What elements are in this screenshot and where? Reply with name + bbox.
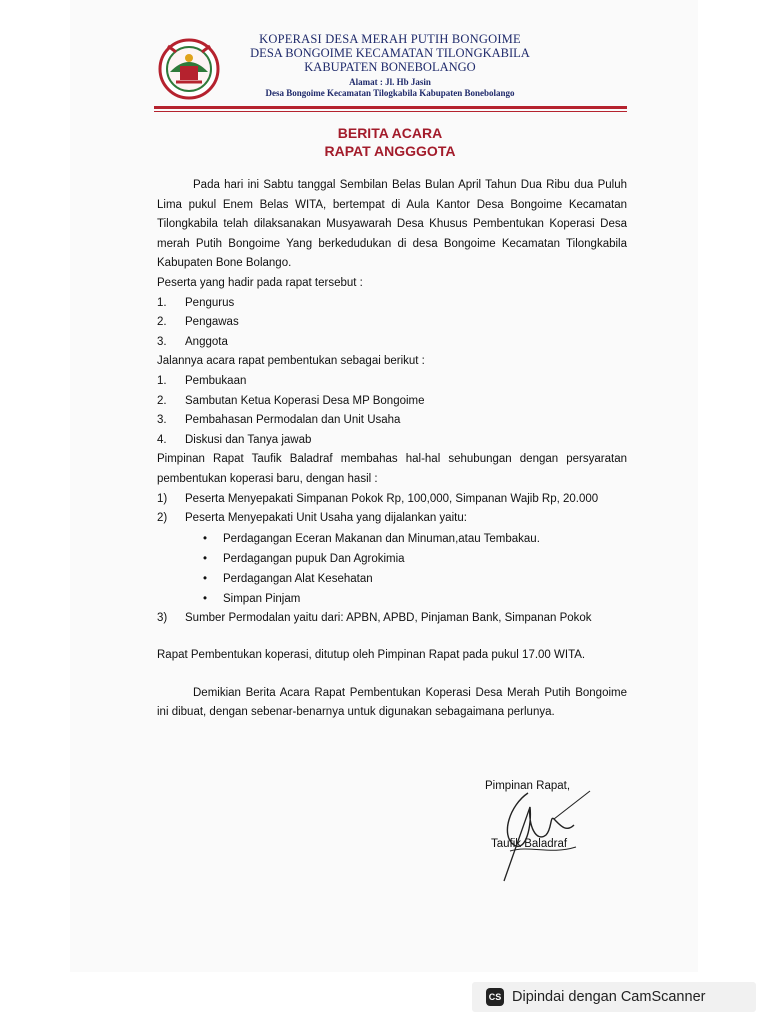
bullet-icon: •: [203, 592, 208, 605]
letterhead-regency: KABUPATEN BONEBOLANGO: [304, 60, 476, 74]
bullet-text: Perdagangan Alat Kesehatan: [223, 572, 373, 585]
list-item: [157, 392, 627, 412]
list-text: Anggota: [185, 335, 228, 348]
bullet-text: Simpan Pinjam: [223, 592, 301, 605]
list-item: [157, 431, 627, 451]
camscanner-badge: [472, 982, 756, 1012]
result-item: [157, 609, 627, 629]
list-item: [157, 294, 627, 314]
agenda-intro: Jalannya acara rapat pembentukan sebagai berikut :: [157, 355, 425, 368]
result-text: Peserta Menyepakati Simpanan Pokok Rp, 100,000, Simpanan Wajib Rp, 20.000: [185, 492, 599, 505]
discussion-paragraph: Pimpinan Rapat Taufik Baladraf membahas hal-hal sehubungan dengan persyaratan pembentukan koperasi baru, dengan hasil :: [157, 453, 627, 485]
result-number: 2): [157, 512, 168, 525]
letterhead-address: Alamat : Jl. Hb Jasin: [349, 77, 431, 87]
bullet-icon: •: [203, 552, 208, 565]
signature-role: Pimpinan Rapat,: [485, 780, 571, 792]
list-item: [157, 333, 627, 353]
letterhead-rule-thin: [154, 111, 627, 112]
title-line-1: BERITA ACARA: [337, 125, 443, 141]
signature-name: Taufik Baladraf: [491, 838, 568, 850]
list-text: Pembukaan: [185, 374, 247, 387]
handwritten-signature: [490, 785, 600, 885]
list-item: [157, 411, 627, 431]
opening-paragraph: Pada hari ini Sabtu tanggal Sembilan Belas Bulan April Tahun Dua Ribu dua Puluh Lima pukul Enem Belas WITA, bertempat di Aula Kantor Desa Bongoime Kecamatan Tilongkabila telah dilaksanakan Musyawarah Desa Khusus Pembentukan Koperasi Desa merah Putih Bongoime Yang berkedudukan di desa Bongoime Kecamatan Tilongkabila Kabupaten Bone Bolango.: [157, 179, 627, 270]
list-text: Sambutan Ketua Koperasi Desa MP Bongoime: [185, 394, 425, 407]
camscanner-label: Dipindai dengan CamScanner: [512, 989, 706, 1005]
result-item: [157, 490, 627, 510]
cooperative-logo: [156, 38, 222, 100]
bullet-item: [157, 569, 627, 589]
bullet-item: [157, 549, 627, 569]
letterhead-village: DESA BONGOIME KECAMATAN TILONGKABILA: [250, 46, 530, 60]
bullet-text: Perdagangan Eceran Makanan dan Minuman,atau Tembakau.: [223, 532, 540, 545]
list-number: 1.: [157, 296, 167, 309]
list-number: 3.: [157, 414, 167, 427]
list-number: 2.: [157, 394, 167, 407]
document-body: [157, 176, 627, 723]
list-number: 2.: [157, 316, 167, 329]
bullet-icon: •: [203, 572, 208, 585]
participants-intro: Peserta yang hadir pada rapat tersebut :: [157, 276, 363, 289]
letterhead: [240, 32, 540, 99]
bullet-item: [157, 529, 627, 549]
title-line-2: RAPAT ANGGGOTA: [324, 143, 456, 159]
list-number: 1.: [157, 374, 167, 387]
letterhead-rule-thick: [154, 106, 627, 109]
camscanner-icon: CS: [486, 988, 504, 1006]
result-text: Peserta Menyepakati Unit Usaha yang dijalankan yaitu:: [185, 512, 467, 525]
bullet-icon: •: [203, 532, 208, 545]
document-title: [290, 124, 490, 160]
result-item: [157, 509, 627, 529]
bullet-text: Perdagangan pupuk Dan Agrokimia: [223, 552, 405, 565]
list-text: Pengurus: [185, 296, 235, 309]
list-text: Pengawas: [185, 316, 239, 329]
bullet-item: [157, 589, 627, 609]
letterhead-org-name: KOPERASI DESA MERAH PUTIH BONGOIME: [259, 32, 521, 46]
list-number: 3.: [157, 335, 167, 348]
closing-line: Rapat Pembentukan koperasi, ditutup oleh Pimpinan Rapat pada pukul 17.00 WITA.: [157, 649, 586, 662]
list-item: [157, 372, 627, 392]
list-number: 4.: [157, 433, 167, 446]
final-paragraph: Demikian Berita Acara Rapat Pembentukan Koperasi Desa Merah Putih Bongoime ini dibuat, dengan sebenar-benarnya untuk digunakan sebagaimana perlunya.: [157, 686, 627, 719]
result-number: 1): [157, 492, 168, 505]
list-item: [157, 313, 627, 333]
letterhead-address-detail: Desa Bongoime Kecamatan Tilogkabila Kabupaten Bonebolango: [265, 88, 515, 98]
list-text: Diskusi dan Tanya jawab: [185, 433, 312, 446]
list-text: Pembahasan Permodalan dan Unit Usaha: [185, 414, 401, 427]
result-text: Sumber Permodalan yaitu dari: APBN, APBD, Pinjaman Bank, Simpanan Pokok: [185, 611, 592, 624]
result-number: 3): [157, 611, 168, 624]
